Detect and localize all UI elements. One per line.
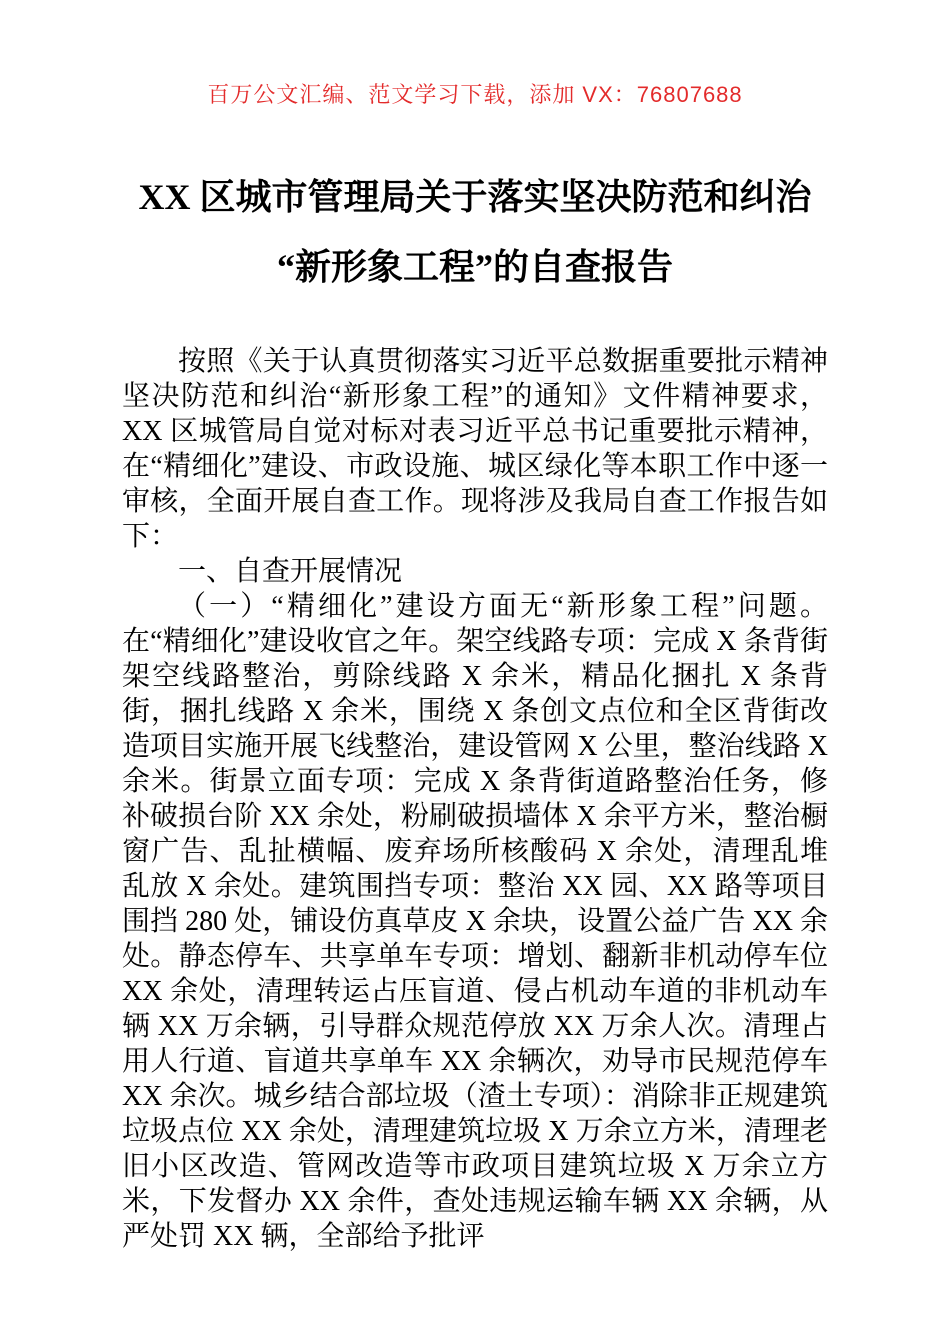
paragraph-section-1: （一）“精细化”建设方面无“新形象工程”问题。在“精细化”建设收官之年。架空线路专项：完成 X 条背街架空线路整治，剪除线路 X 余米，精品化捆扎 X 条背街，捆扎线路 X 余米，围绕 X 条创文点位和全区背街改造项目实施开展飞线整治，建设管网 X 公里，整治线路 X 余米。街景立面专项：完成 X 条背街道路整治任务，修补破损台阶 XX 余处，粉刷破损墙体 X 余平方米，整治橱窗广告、乱扯横幅、废弃场所核酸码 X 余处，清理乱堆乱放 X 余处。建筑围挡专项：整治 XX 园、XX 路等项目围挡 280 处，铺设仿真草皮 X 余块，设置公益广告 XX 余处。静态停车、共享单车专项：增划、翻新非机动停车位 XX 余处，清理转运占压盲道、侵占机动车道的非机动车辆 XX 万余辆，引导群众规范停放 XX 万余人次。清理占用人行道、盲道共享单车 XX 余辆次，劝导市民规范停车 XX 余次。城乡结合部垃圾（渣土专项）：消除非正规建筑垃圾点位 XX 余处，清理建筑垃圾 X 万余立方米，清理老旧小区改造、管网改造等市政项目建筑垃圾 X 万余立方米，下发督办 XX 余件，查处违规运输车辆 XX 余辆，从严处罚 XX 辆，全部给予批评 bbox=[122, 591, 828, 1252]
header-note: 百万公文汇编、范文学习下载，添加 VX：76807688 bbox=[207, 82, 743, 107]
document-title bbox=[122, 162, 828, 302]
paragraph-intro: 按照《关于认真贯彻落实习近平总数据重要批示精神坚决防范和纠治“新形象工程”的通知》文件精神要求，XX 区城管局自觉对标对表习近平总书记重要批示精神，在“精细化”建设、市政设施、城区绿化等本职工作中逐一审核，全面开展自查工作。现将涉及我局自查工作报告如下： bbox=[122, 346, 828, 552]
section-heading: 一、自查开展情况 bbox=[178, 556, 403, 587]
document-title-line-2: “新形象工程”的自查报告 bbox=[276, 247, 673, 287]
document-title-line-1: XX 区城市管理局关于落实坚决防范和纠治 bbox=[138, 177, 812, 217]
document-body bbox=[122, 344, 828, 1254]
